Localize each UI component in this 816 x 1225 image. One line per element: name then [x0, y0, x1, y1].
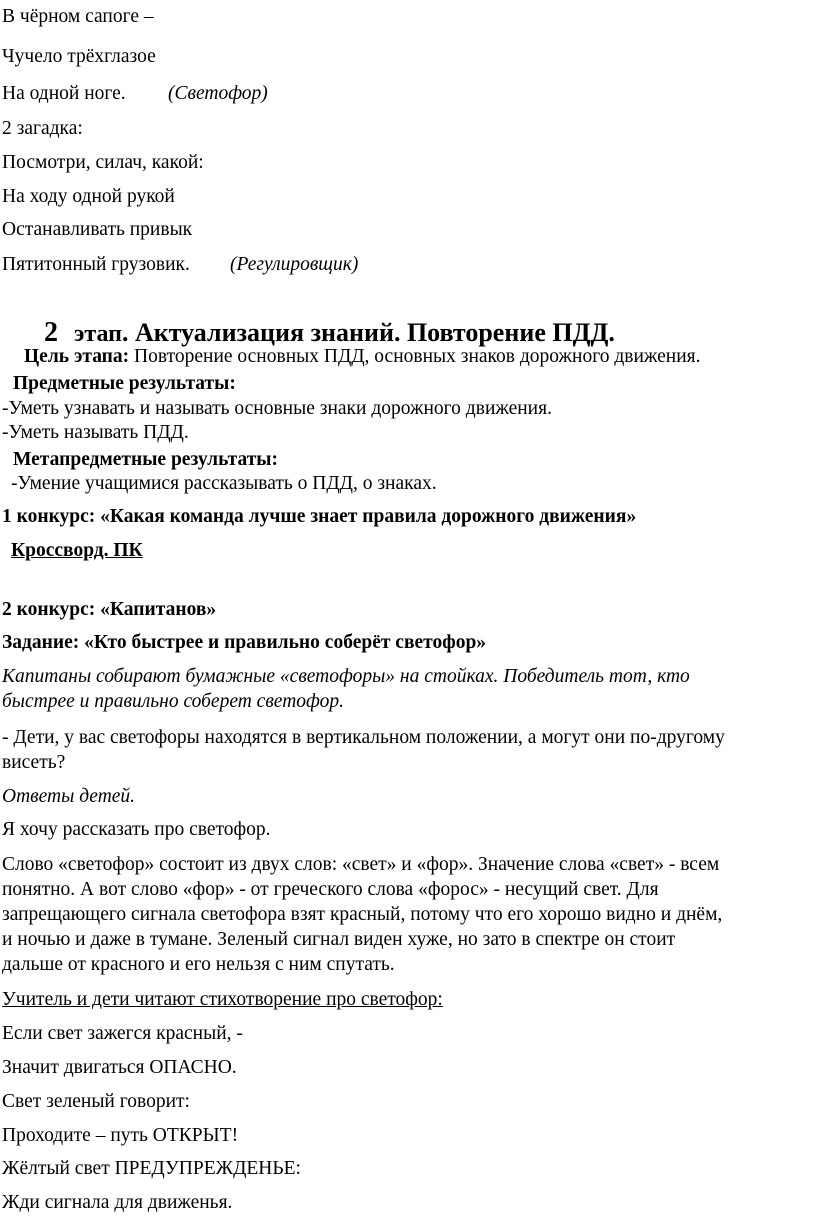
contest2-para-line1: Слово «светофор» состоит из двух слов: «свет» и «фор». Значение слова «свет» - всем	[2, 854, 720, 875]
contest2-question-line1: - Дети, у вас светофоры находятся в вертикальном положении, а могут они по-другому	[2, 727, 725, 748]
goal-label: Цель этапа:	[24, 346, 130, 367]
poem-line: Свет зеленый говорит:	[2, 1091, 190, 1112]
subject-results-item2: -Уметь называть ПДД.	[2, 422, 189, 443]
riddle1-line1: В чёрном сапоге –	[2, 6, 154, 27]
riddle2-line1: Посмотри, силач, какой:	[2, 152, 204, 173]
poem-line: Жди сигнала для движенья.	[2, 1192, 233, 1213]
poem-intro: Учитель и дети читают стихотворение про светофор:	[2, 989, 443, 1010]
meta-results-heading: Метапредметные результаты:	[13, 449, 279, 470]
contest2-desc-line1: Капитаны собирают бумажные «светофоры» на стойках. Победитель тот, кто	[2, 666, 690, 687]
contest2-para-line3: запрещающего сигнала светофора взят красный, потому что его хорошо видно и днём,	[2, 904, 723, 925]
poem-line: Проходите – путь ОТКРЫТ!	[2, 1125, 239, 1146]
poem-line: Значит двигаться ОПАСНО.	[2, 1057, 237, 1078]
crossword-link[interactable]: Кроссворд. ПК	[11, 540, 143, 561]
riddle2-line2: На ходу одной рукой	[2, 186, 175, 207]
contest2-para-line2: понятно. А вот слово «фор» - от греческого слова «форос» - несущий свет. Для	[2, 879, 659, 900]
riddle2-answer: (Регулировщик)	[230, 254, 359, 275]
contest2-intro: Я хочу рассказать про светофор.	[2, 819, 271, 840]
stage-number: 2	[44, 317, 58, 348]
poem-line: Жёлтый свет ПРЕДУПРЕЖДЕНЬЕ:	[2, 1158, 301, 1179]
riddle1-answer: (Светофор)	[168, 83, 268, 104]
goal-line	[24, 345, 701, 369]
contest2-para-line5: дальше от красного и его нельзя с ним спутать.	[2, 954, 395, 975]
riddle2-line4-row	[2, 253, 359, 277]
riddle2-line4: Пятитонный грузовик.	[2, 254, 190, 275]
riddle1-line3: На одной ноге.	[2, 83, 126, 104]
contest2-task: Задание: «Кто быстрее и правильно соберёт светофор»	[2, 632, 487, 653]
poem-line: Если свет зажегся красный, -	[2, 1023, 243, 1044]
stage-word: этап	[74, 321, 122, 347]
riddle2-heading: 2 загадка:	[2, 118, 83, 139]
contest1-title: 1 конкурс: «Какая команда лучше знает правила дорожного движения»	[2, 506, 637, 527]
contest2-question-line2: висеть?	[2, 752, 66, 773]
riddle1-line2: Чучело трёхглазое	[2, 46, 156, 67]
riddle2-line3: Останавливать привык	[2, 219, 193, 240]
stage-heading	[44, 312, 615, 349]
contest2-para-line4: и ночью и даже в тумане. Зеленый сигнал виден хуже, но зато в спектре он стоит	[2, 929, 676, 950]
goal-text: Повторение основных ПДД, основных знаков дорожного движения.	[129, 346, 701, 367]
stage-title: . Актуализация знаний. Повторение ПДД.	[121, 318, 615, 347]
contest2-answers: Ответы детей.	[2, 786, 136, 807]
meta-results-item1: -Умение учащимися рассказывать о ПДД, о знаках.	[11, 473, 437, 494]
riddle1-line3-row	[2, 82, 268, 106]
subject-results-heading: Предметные результаты:	[13, 373, 236, 394]
contest2-title: 2 конкурс: «Капитанов»	[2, 599, 217, 620]
contest2-desc-line2: быстрее и правильно соберет светофор.	[2, 691, 344, 712]
subject-results-item1: -Уметь узнавать и называть основные знаки дорожного движения.	[2, 398, 552, 419]
